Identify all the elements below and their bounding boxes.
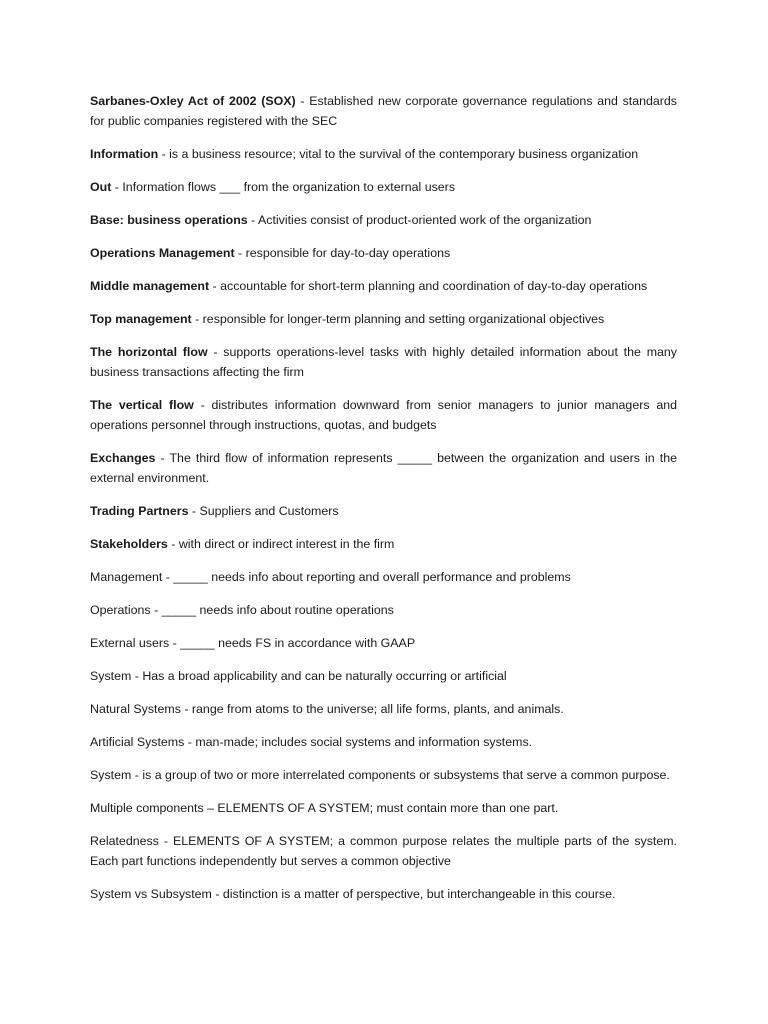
glossary-entry (90, 831, 677, 871)
glossary-entry (90, 91, 677, 131)
glossary-entry (90, 210, 677, 230)
entry-term: The vertical flow (90, 398, 194, 412)
entry-term: Out (90, 180, 112, 194)
entry-term: Stakeholders (90, 537, 168, 551)
entry-definition: - Information flows ___ from the organization to external users (111, 180, 456, 194)
entry-term: External users (90, 636, 170, 650)
entry-term: Artificial Systems (90, 735, 185, 749)
glossary-entry (90, 342, 677, 382)
glossary-entry (90, 884, 677, 904)
glossary-entry (90, 144, 677, 164)
entry-definition: - _____ needs FS in accordance with GAAP (169, 636, 416, 650)
entry-definition: - Established new corporate governance regulations and standards for public companies registered with the SEC (90, 94, 678, 128)
entry-definition: - is a group of two or more interrelated components or subsystems that serve a common purpose. (131, 768, 670, 782)
entry-term: Information (90, 147, 159, 161)
entry-term: Top management (90, 312, 192, 326)
entry-term: Operations Management (90, 246, 235, 260)
entry-definition: - ELEMENTS OF A SYSTEM; a common purpose relates the multiple parts of the system. Each part functions independently but serves a common objective (90, 834, 677, 868)
entry-term: Operations (90, 603, 151, 617)
entry-term: Relatedness (90, 834, 159, 848)
entry-definition: - Has a broad applicability and can be naturally occurring or artificial (131, 669, 507, 683)
entry-definition: - responsible for longer-term planning and setting organizational objectives (191, 312, 605, 326)
entry-definition: - man-made; includes social systems and information systems. (184, 735, 533, 749)
entry-definition: - supports operations-level tasks with highly detailed information about the many business transactions affecting the firm (90, 345, 678, 379)
entry-term: Middle management (90, 279, 210, 293)
entry-definition: - range from atoms to the universe; all life forms, plants, and animals. (180, 702, 564, 716)
glossary-entry (90, 765, 677, 785)
entry-term: Sarbanes-Oxley Act of 2002 (SOX) (90, 94, 296, 108)
glossary-entry (90, 699, 677, 719)
entry-definition: - The third flow of information represents _____ between the organization and users in the external environment. (90, 451, 677, 485)
glossary-entry (90, 534, 677, 554)
entry-term: Exchanges (90, 451, 156, 465)
entry-term: Multiple components (90, 801, 204, 815)
glossary-entry (90, 276, 677, 296)
entry-term: System (90, 768, 132, 782)
glossary-entry (90, 395, 677, 435)
entry-definition: - distributes information downward from senior managers to junior managers and operations personnel through instructions, quotas, and budgets (90, 398, 678, 432)
glossary-entry (90, 567, 677, 587)
entry-definition: – ELEMENTS OF A SYSTEM; must contain more than one part. (203, 801, 559, 815)
entry-term: System (90, 669, 132, 683)
glossary-entry (90, 177, 677, 197)
glossary-entry (90, 448, 677, 488)
entry-definition: - distinction is a matter of perspective, but interchangeable in this course. (211, 887, 616, 901)
glossary-entry (90, 666, 677, 686)
entry-definition: - accountable for short-term planning and coordination of day-to-day operations (209, 279, 648, 293)
entry-term: System vs Subsystem (90, 887, 212, 901)
entry-term: Management (90, 570, 163, 584)
entry-term: Base: business operations (90, 213, 248, 227)
glossary-entry (90, 243, 677, 263)
entry-term: Natural Systems (90, 702, 181, 716)
entry-definition: - responsible for day-to-day operations (234, 246, 451, 260)
glossary-entry (90, 633, 677, 653)
entry-definition: - _____ needs info about reporting and overall performance and problems (162, 570, 571, 584)
entry-definition: - _____ needs info about routine operations (150, 603, 394, 617)
document-page (90, 91, 677, 917)
entry-definition: - with direct or indirect interest in the firm (167, 537, 395, 551)
glossary-entry (90, 798, 677, 818)
glossary-entry (90, 501, 677, 521)
glossary-entry (90, 309, 677, 329)
entry-definition: - is a business resource; vital to the survival of the contemporary business organization (158, 147, 639, 161)
glossary-entry (90, 732, 677, 752)
entry-term: Trading Partners (90, 504, 189, 518)
entry-term: The horizontal flow (90, 345, 208, 359)
entry-definition: - Activities consist of product-oriented work of the organization (247, 213, 592, 227)
glossary-entry (90, 600, 677, 620)
entry-definition: - Suppliers and Customers (188, 504, 339, 518)
